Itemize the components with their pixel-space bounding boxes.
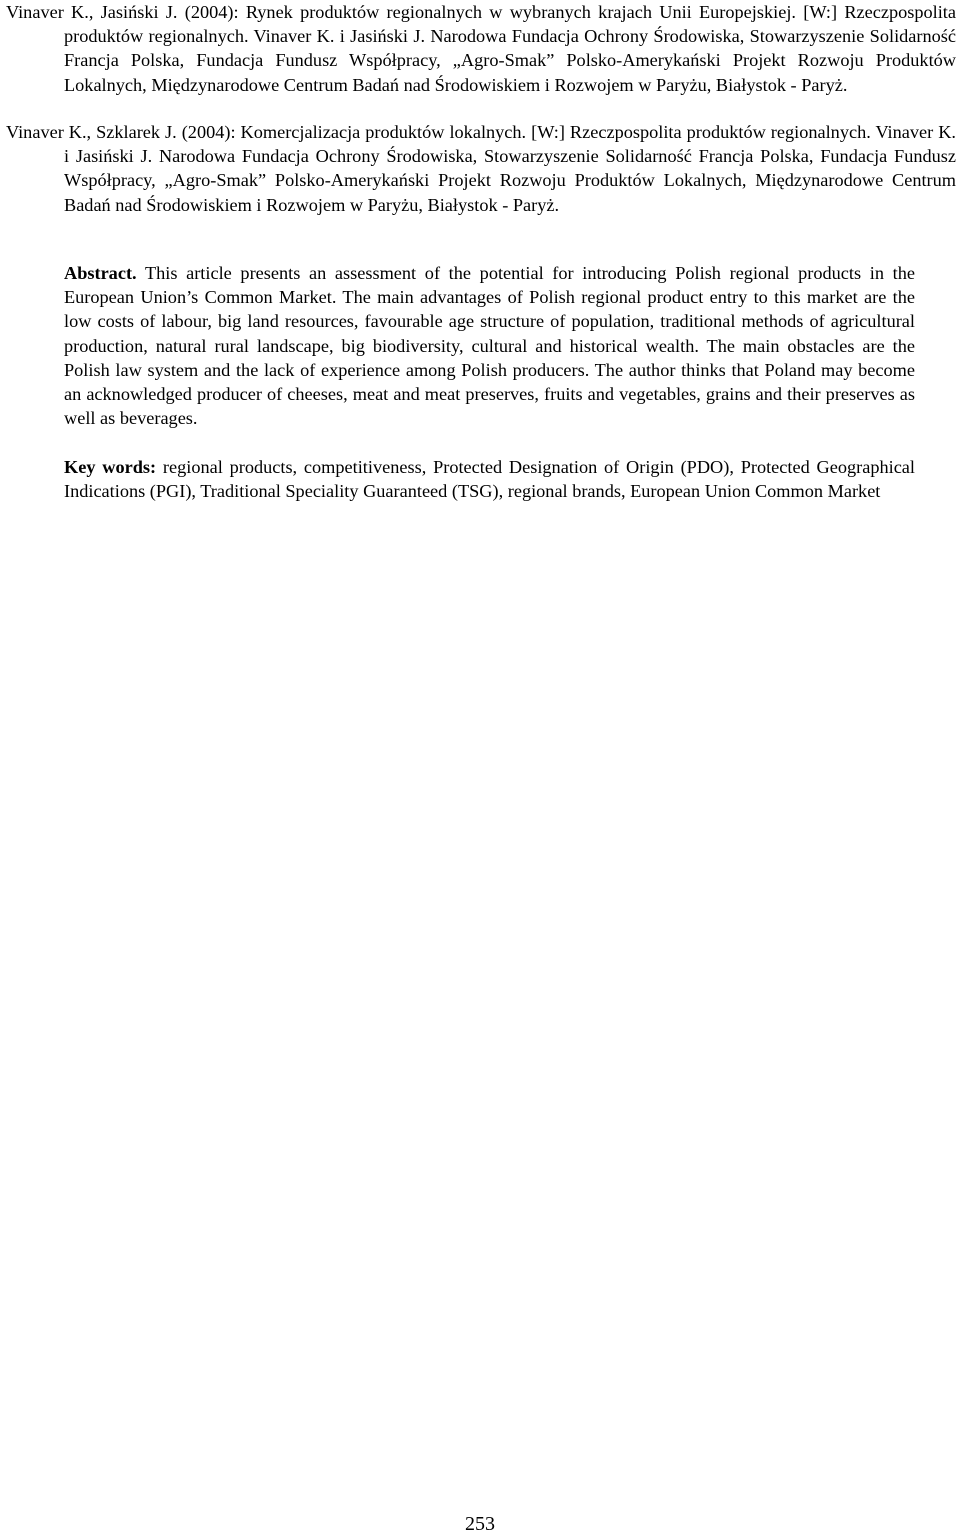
keywords-text: regional products, competitiveness, Protected Designation of Origin (PDO), Protected Geographical Indications (PGI), Traditional Speciality Guaranteed (TSG), regional brands, European Union Common Market xyxy=(64,457,915,502)
keywords-label: Key words: xyxy=(64,457,157,477)
reference-entry: Vinaver K., Szklarek J. (2004): Komercjalizacja produktów lokalnych. [W:] Rzeczpospolita produktów regionalnych. Vinaver K. i Jasiński J. Narodowa Fundacja Ochrony Środowiska, Stowarzyszenie Solidarność Francja Polska, Fundacja Fundusz Współpracy, „Agro-Smak” Polsko-Amerykański Projekt Rozwoju Produktów Lokalnych, Międzynarodowe Centrum Badań nad Środowiskiem i Rozwojem w Paryżu, Białystok - Paryż. xyxy=(6,122,956,215)
abstract-label: Abstract. xyxy=(64,263,137,283)
abstract-paragraph xyxy=(64,261,915,430)
abstract-text: This article presents an assessment of the potential for introducing Polish regional products in the European Union’s Common Market. The main advantages of Polish regional product entry to this market are the low costs of labour, big land resources, favourable age structure of population, traditional methods of agricultural production, natural rural landscape, big biodiversity, cultural and historical wealth. The main obstacles are the Polish law system and the lack of experience among Polish producers. The author thinks that Poland may become an acknowledged producer of cheeses, meat and meat preserves, fruits and vegetables, grains and their preserves as well as beverages. xyxy=(64,263,915,429)
keywords-paragraph xyxy=(64,455,915,503)
page-number: 253 xyxy=(465,1513,495,1535)
reference-entry: Vinaver K., Jasiński J. (2004): Rynek produktów regionalnych w wybranych krajach Unii Europejskiej. [W:] Rzeczpospolita produktów regionalnych. Vinaver K. i Jasiński J. Narodowa Fundacja Ochrony Środowiska, Stowarzyszenie Solidarność Francja Polska, Fundacja Fundusz Współpracy, „Agro-Smak” Polsko-Amerykański Projekt Rozwoju Produktów Lokalnych, Międzynarodowe Centrum Badań nad Środowiskiem i Rozwojem w Paryżu, Białystok - Paryż. xyxy=(6,2,956,95)
